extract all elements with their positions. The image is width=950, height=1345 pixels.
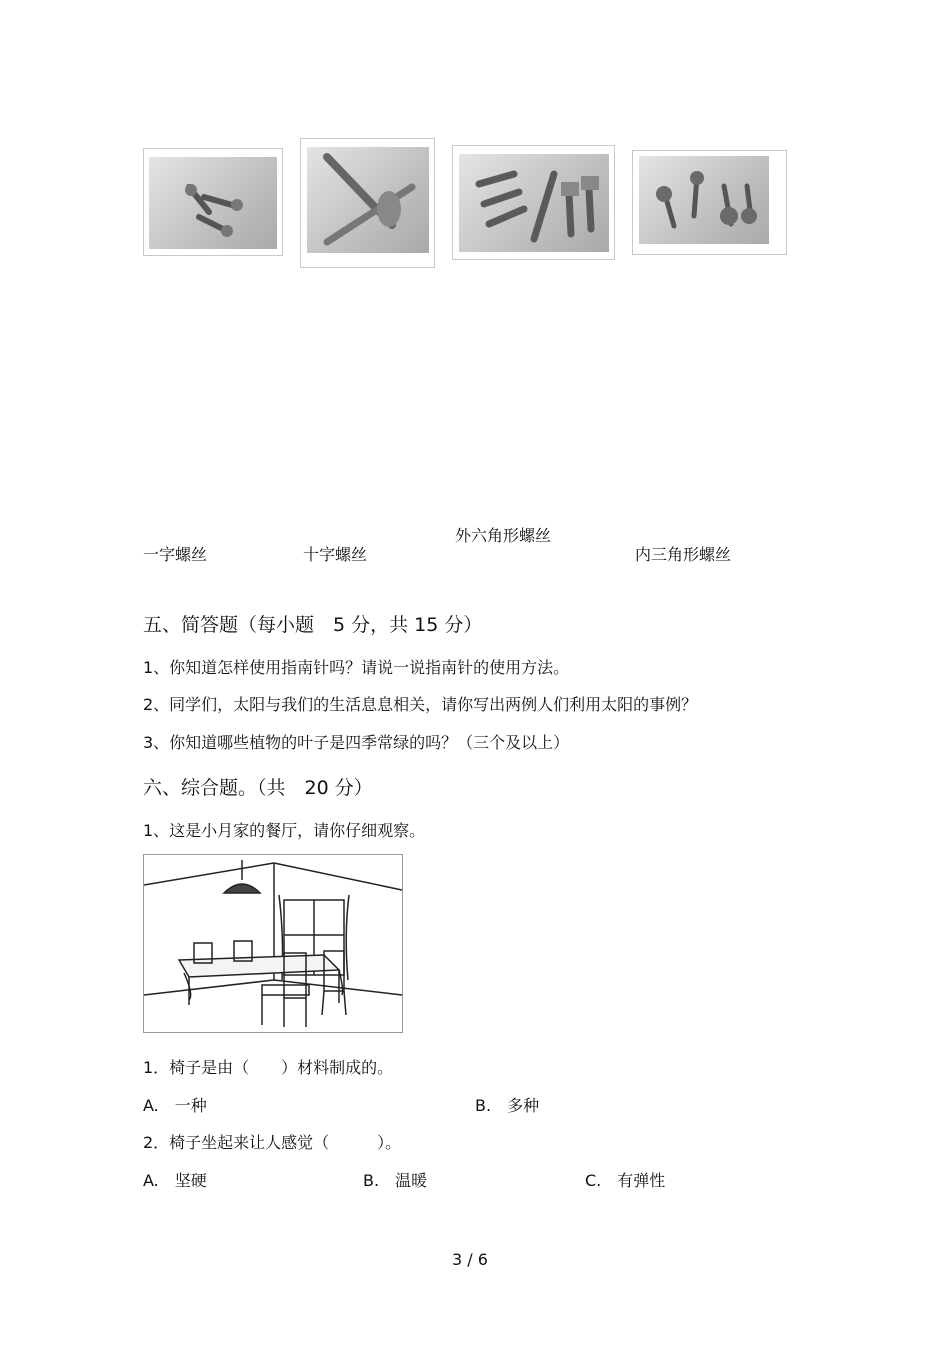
screw-photo-hex bbox=[452, 145, 615, 260]
q1-option-a: A. 一种 bbox=[143, 1096, 207, 1115]
q1-stem: 1．椅子是由（ ）材料制成的。 bbox=[143, 1058, 394, 1077]
section-five-question-3: 3、你知道哪些植物的叶子是四季常绿的吗？（三个及以上） bbox=[143, 733, 570, 752]
section-six-intro: 1、这是小月家的餐厅，请你仔细观察。 bbox=[143, 821, 426, 840]
page-number: 3 / 6 bbox=[452, 1250, 488, 1269]
q2-option-c: C. 有弹性 bbox=[585, 1171, 666, 1190]
section-five-question-1: 1、你知道怎样使用指南针吗？请说一说指南针的使用方法。 bbox=[143, 658, 570, 677]
q2-option-b: B. 温暖 bbox=[363, 1171, 428, 1190]
screw-photo-slotted bbox=[143, 148, 283, 256]
caption-cross-screw: 十字螺丝 bbox=[303, 545, 368, 564]
section-five-question-2: 2、同学们，太阳与我们的生活息息相关，请你写出两例人们利用太阳的事例？ bbox=[143, 695, 698, 714]
q1-option-b: B. 多种 bbox=[475, 1096, 540, 1115]
dining-room-illustration bbox=[143, 854, 403, 1033]
q2-stem: 2．椅子坐起来让人感觉（ ）。 bbox=[143, 1133, 402, 1152]
caption-slotted-screw: 一字螺丝 bbox=[143, 545, 208, 564]
screw-photo-cross bbox=[300, 138, 435, 268]
section-six-title: 六、综合题。（共 20 分） bbox=[143, 777, 373, 799]
screw-photo-triangle bbox=[632, 150, 787, 255]
caption-triangle-screw: 内三角形螺丝 bbox=[635, 545, 732, 564]
caption-hex-screw: 外六角形螺丝 bbox=[455, 526, 552, 545]
section-five-title: 五、简答题（每小题 5 分，共 15 分） bbox=[143, 614, 483, 636]
q2-option-a: A. 坚硬 bbox=[143, 1171, 207, 1190]
